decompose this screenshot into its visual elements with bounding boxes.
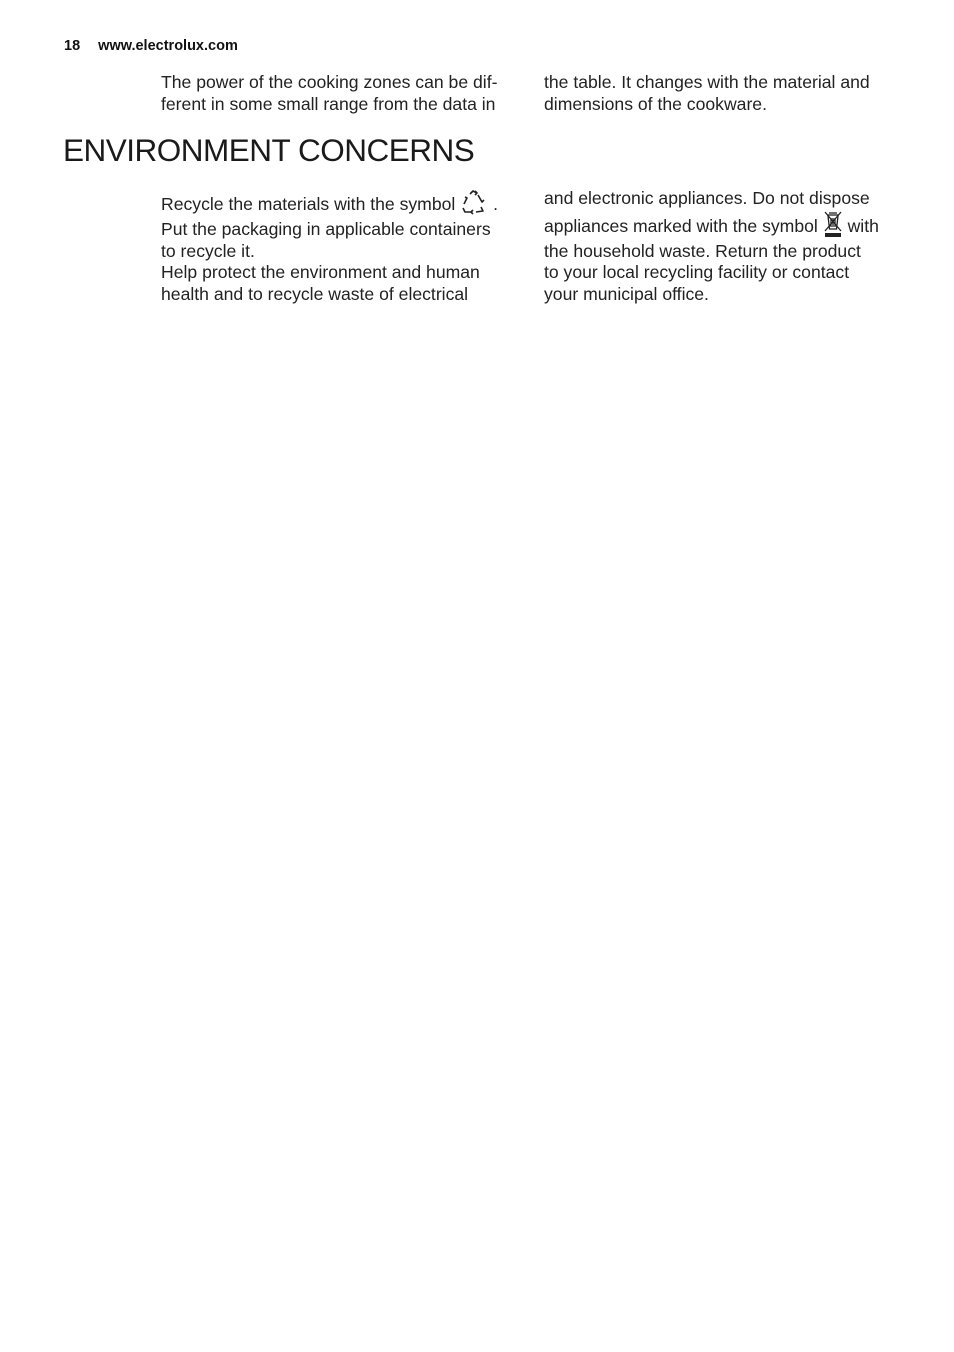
help-line-2: health and to recycle waste of electrical [161, 283, 469, 304]
right-line-4: to your local recycling facility or contact [544, 262, 850, 282]
site-url[interactable]: www.electrolux.com [98, 38, 238, 54]
section-title: ENVIRONMENT CONCERNS [63, 132, 475, 168]
env-left-column [161, 188, 521, 305]
help-line-1: Help protect the environment and human [161, 262, 480, 282]
right-line-2-after: with [847, 215, 879, 236]
page-number: 18 [64, 38, 81, 54]
page-header [64, 38, 238, 54]
env-right-column [544, 188, 904, 305]
packaging-line-1: Put the packaging in applicable containers [161, 219, 491, 239]
intro-left-line-2: ferent in some small range from the data in [161, 93, 496, 114]
recycle-icon [460, 188, 488, 216]
right-line-3: the household waste. Return the product [544, 240, 861, 261]
right-line-2-before: appliances marked with the symbol [544, 215, 818, 236]
intro-right-column [544, 72, 904, 115]
right-line-2 [544, 210, 904, 241]
intro-right-line-1: the table. It changes with the material and [544, 72, 870, 92]
crossed-bin-icon [823, 210, 843, 238]
recycle-line [161, 188, 521, 219]
packaging-line-2: to recycle it. [161, 240, 255, 261]
recycle-end: . [493, 194, 498, 214]
right-line-5: your municipal office. [544, 283, 709, 304]
intro-left-line-1: The power of the cooking zones can be dif- [161, 72, 498, 92]
right-line-1: and electronic appliances. Do not dispose [544, 188, 870, 208]
recycle-text: Recycle the materials with the symbol [161, 194, 456, 214]
intro-right-line-2: dimensions of the cookware. [544, 93, 767, 114]
intro-left-column [161, 72, 521, 115]
